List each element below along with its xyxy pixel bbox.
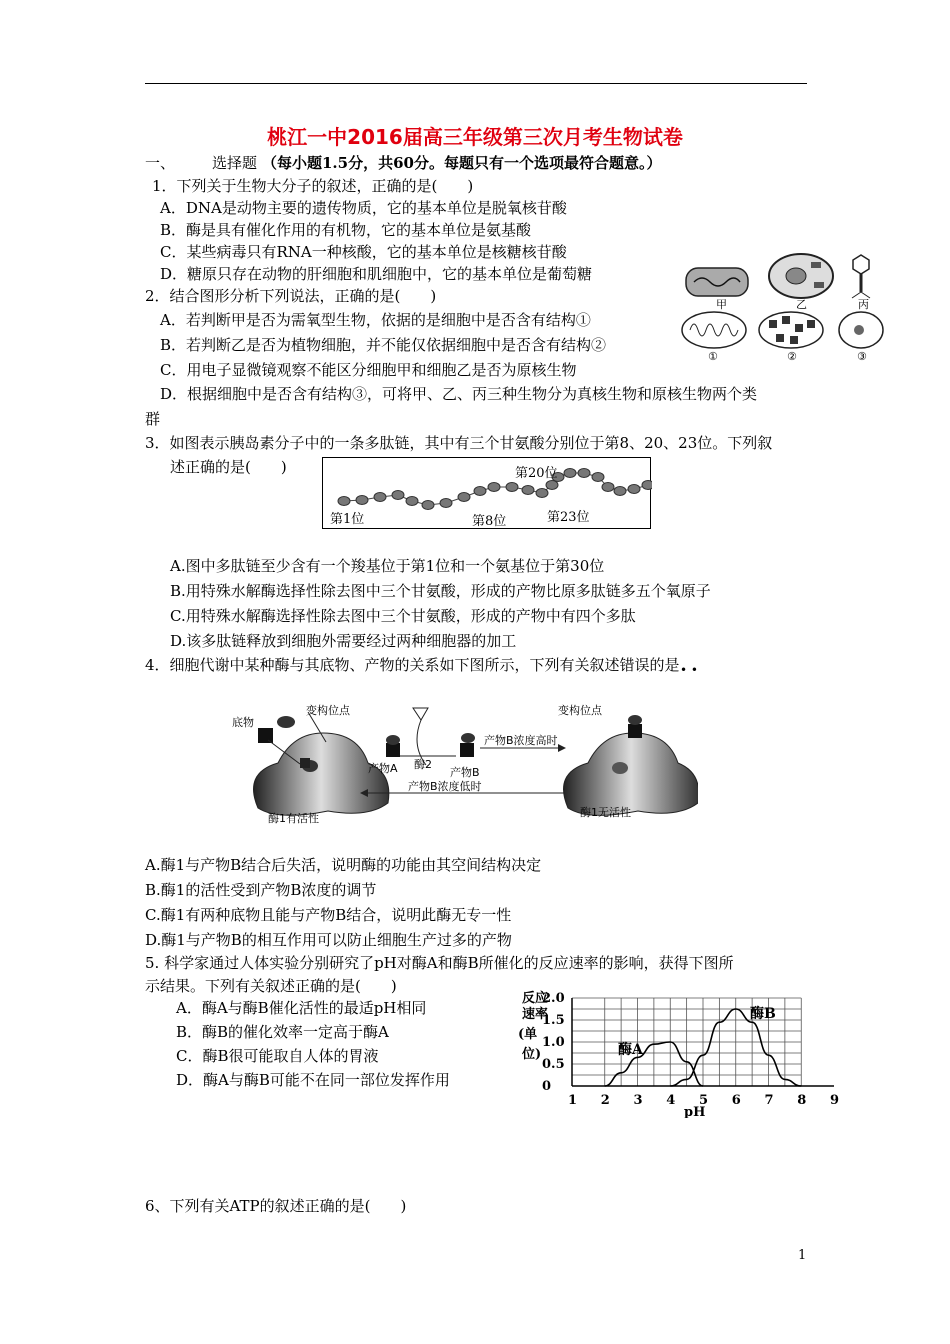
q3-option: B.用特殊水解酶选择性除去图中三个甘氨酸，形成的产物比原多肽链多五个氧原子 <box>170 582 711 600</box>
amino-acid-bead <box>614 487 626 496</box>
q3-stem-cont: 述正确的是( ) <box>170 458 287 476</box>
label-allosteric-site-1: 变构位点 <box>306 704 350 717</box>
q4-option: D.酶1与产物B的相互作用可以防止细胞生产过多的产物 <box>145 931 512 949</box>
q5-option: C．酶B很可能取自人体的胃液 <box>176 1047 379 1065</box>
amino-acid-bead <box>474 487 486 496</box>
x-tick-label: 1 <box>568 1093 578 1108</box>
amino-acid-bead <box>564 469 576 478</box>
nucleolus <box>854 325 864 335</box>
product-a-sphere <box>386 735 400 745</box>
y-axis-label-3: (单 <box>518 1027 538 1042</box>
label-product-b: 产物B <box>450 766 480 779</box>
amino-acid-bead <box>440 499 452 508</box>
product-a <box>386 743 400 757</box>
q3-option: D.该多肽链释放到细胞外需要经过两种细胞器的加工 <box>170 632 517 650</box>
y-tick-label: 2.0 <box>542 991 565 1006</box>
q5-stem-cont: 示结果。下列有关叙述正确的是( ) <box>145 977 397 995</box>
x-tick-label: 5 <box>699 1093 709 1108</box>
amino-acid-bead <box>488 483 500 492</box>
header-rule <box>145 83 807 84</box>
bound-product-b <box>628 724 642 738</box>
label-jia: 甲 <box>716 298 727 311</box>
q5-option: D．酶A与酶B可能不在同一部位发挥作用 <box>176 1071 450 1089</box>
q2-option: A．若判断甲是否为需氧型生物，依据的是细胞中是否含有结构① <box>160 311 591 329</box>
amino-acid-bead <box>392 491 404 500</box>
label-allosteric-site-2: 变构位点 <box>558 704 602 717</box>
y-axis-label-4: 位) <box>522 1047 542 1062</box>
label-enzyme-2: 酶2 <box>414 758 432 771</box>
q3-option: C.用特殊水解酶选择性除去图中三个甘氨酸，形成的产物中有四个多肽 <box>170 607 636 625</box>
amino-acid-bead <box>458 493 470 502</box>
q5-option: A．酶A与酶B催化活性的最适pH相同 <box>176 999 427 1017</box>
chart-grid <box>572 998 834 1086</box>
q1-option: B．酶是具有催化作用的有机物，它的基本单位是氨基酸 <box>160 221 532 239</box>
y-axis-label-1: 反应 <box>522 991 549 1006</box>
q1-option: A．DNA是动物主要的遗传物质，它的基本单位是脱氧核苷酸 <box>160 199 567 217</box>
label-product-a: 产物A <box>368 762 398 775</box>
x-axis-label: pH <box>684 1105 706 1118</box>
x-tick-label: 3 <box>633 1093 643 1108</box>
grana <box>795 324 803 332</box>
label-high-conc: 产物B浓度高时 <box>484 734 558 747</box>
amino-acid-bead <box>592 473 604 482</box>
substrate-sphere <box>277 716 295 728</box>
page-title: 桃江一中2016届高三年级第三次月考生物试卷 <box>267 125 683 149</box>
section-number: 一、 <box>145 154 176 172</box>
chart-ticks <box>542 991 839 1108</box>
q2-option: D．根据细胞中是否含有结构③，可将甲、乙、丙三种生物分为真核生物和原核生物两个类 <box>160 385 758 403</box>
amino-acid-bead <box>578 469 590 478</box>
series-label-enzyme-a: 酶A <box>618 1042 643 1058</box>
x-tick-label: 9 <box>830 1093 840 1108</box>
q5-stem: 5. 科学家通过人体实验分别研究了pH对酶A和酶B所催化的反应速率的影响，获得下图所 <box>145 954 734 972</box>
label-pos-8: 第8位 <box>472 514 507 529</box>
q4-option: A.酶1与产物B结合后失活，说明酶的功能由其空间结构决定 <box>145 856 542 874</box>
q5-option: B．酶B的催化效率一定高于酶A <box>176 1023 389 1041</box>
substrate-block <box>258 728 273 743</box>
product-b <box>460 743 474 757</box>
label-pos-23: 第23位 <box>547 510 590 525</box>
q1-stem: 1．下列关于生物大分子的叙述，正确的是( ) <box>152 177 474 195</box>
grana <box>807 320 815 328</box>
closed-site <box>612 762 628 774</box>
y-tick-label: 1.5 <box>542 1013 565 1028</box>
emphasis-dots: • • <box>680 663 698 677</box>
q4-stem: 4．细胞代谢中某种酶与其底物、产物的关系如下图所示，下列有关叙述错误的是 <box>145 656 680 674</box>
x-tick-label: 2 <box>600 1093 610 1108</box>
chloroplast <box>811 262 821 268</box>
q1-option: C．某些病毒只有RNA一种核酸，它的基本单位是核糖核苷酸 <box>160 243 567 261</box>
enzyme-regulation-figure <box>228 698 698 828</box>
label-struct-1: ① <box>708 350 718 363</box>
amino-acid-bead <box>356 496 368 505</box>
y-tick-label: 0.5 <box>542 1057 565 1072</box>
label-pos-20: 第20位 <box>515 466 558 481</box>
y-axis-label-2: 速率 <box>522 1007 549 1022</box>
amino-acid-bead <box>522 486 534 495</box>
grana <box>776 334 784 342</box>
enzyme-1-inactive <box>564 733 699 815</box>
amino-acid-bead <box>374 493 386 502</box>
section-note: （每小题1.5分，共60分。每题只有一个选项最符合题意。） <box>262 154 662 172</box>
q3-option: A.图中多肽链至少含有一个羧基位于第1位和一个氨基位于第30位 <box>170 557 605 575</box>
q2-option-cont: 群 <box>145 410 161 428</box>
label-pos-1: 第1位 <box>330 512 365 527</box>
label-inactive: 酶1无活性 <box>580 806 631 819</box>
amino-acid-bead <box>422 501 434 510</box>
grana <box>782 316 790 324</box>
amino-acid-bead <box>406 497 418 506</box>
q2-stem: 2．结合图形分析下列说法，正确的是( ) <box>145 287 437 305</box>
page-number: 1 <box>798 1248 807 1263</box>
nucleus <box>786 268 806 284</box>
label-bing: 丙 <box>858 298 869 311</box>
virus-head-bing <box>853 255 869 274</box>
amino-acid-bead <box>338 497 350 506</box>
section-name: 选择题 <box>212 154 258 172</box>
x-tick-label: 7 <box>764 1093 774 1108</box>
x-tick-label: 8 <box>797 1093 807 1108</box>
cell-structures-figure <box>676 250 891 368</box>
ph-rate-chart <box>512 988 842 1118</box>
chloroplast <box>814 282 824 288</box>
q3-stem: 3．如图表示胰岛素分子中的一条多肽链，其中有三个甘氨酸分别位于第8、20、23位。下列叙 <box>145 434 773 452</box>
grana <box>769 320 777 328</box>
amino-acid-bead <box>602 483 614 492</box>
y-tick-label: 0 <box>542 1079 552 1094</box>
bound-product-b-sphere <box>628 715 642 725</box>
grana <box>790 336 798 344</box>
enzyme-2-icon <box>413 708 428 720</box>
series-label-enzyme-b: 酶B <box>750 1006 776 1022</box>
label-yi: 乙 <box>796 298 807 311</box>
bound-substrate <box>300 758 310 768</box>
arrowhead <box>558 744 566 752</box>
prokaryote-cell-jia <box>686 268 748 296</box>
amino-acid-bead <box>628 485 640 494</box>
amino-acid-bead <box>506 483 518 492</box>
x-tick-label: 4 <box>666 1093 676 1108</box>
y-tick-label: 1.0 <box>542 1035 565 1050</box>
q2-option: B．若判断乙是否为植物细胞，并不能仅依据细胞中是否含有结构② <box>160 336 607 354</box>
polypeptide-chain-figure <box>322 457 652 530</box>
product-b-sphere <box>461 733 475 743</box>
amino-acid-bead <box>642 481 652 490</box>
q4-option: B.酶1的活性受到产物B浓度的调节 <box>145 881 377 899</box>
amino-acid-bead <box>536 489 548 498</box>
x-tick-label: 6 <box>731 1093 741 1108</box>
q4-option: C.酶1有两种底物且能与产物B结合，说明此酶无专一性 <box>145 906 512 924</box>
q6-stem: 6、下列有关ATP的叙述正确的是( ) <box>145 1197 407 1215</box>
q2-option: C．用电子显微镜观察不能区分细胞甲和细胞乙是否为原核生物 <box>160 361 577 379</box>
amino-acid-bead <box>546 481 558 490</box>
label-struct-3: ③ <box>857 350 867 363</box>
label-low-conc: 产物B浓度低时 <box>408 780 482 793</box>
label-active: 酶1有活性 <box>268 812 319 825</box>
label-struct-2: ② <box>787 350 797 363</box>
q1-option: D．糖原只存在动物的肝细胞和肌细胞中，它的基本单位是葡萄糖 <box>160 265 593 283</box>
label-substrate: 底物 <box>232 716 254 729</box>
